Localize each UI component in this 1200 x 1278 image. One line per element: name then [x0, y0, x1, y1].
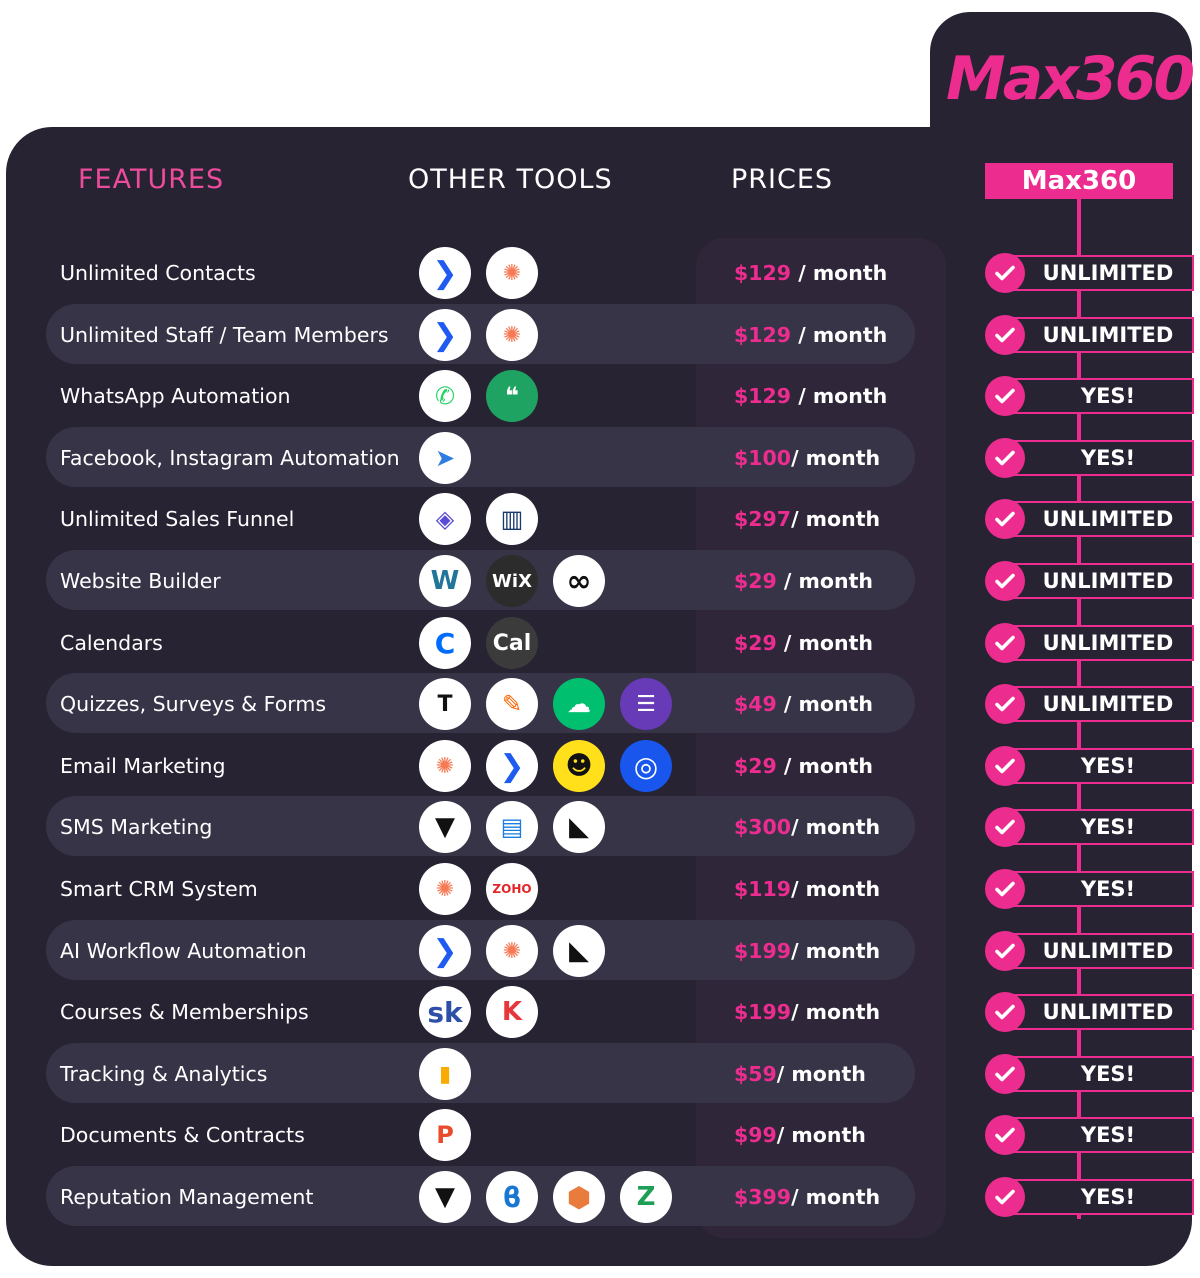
feature-label: Unlimited Sales Funnel [60, 507, 295, 531]
max360-value-badge: UNLIMITED [1002, 501, 1194, 537]
activecampaign-icon: ❯ [419, 925, 471, 977]
wordpress-icon: W [419, 555, 471, 607]
price-period: / month [776, 1123, 866, 1147]
feature-label: Tracking & Analytics [60, 1062, 268, 1086]
max360-value-badge: YES! [1002, 1056, 1194, 1092]
check-icon [985, 1115, 1025, 1155]
price-label [734, 1054, 866, 1094]
kajabi-icon: K [486, 986, 538, 1038]
birdeye-icon: ϐ [486, 1171, 538, 1223]
max360-logo: Max360 [946, 44, 1193, 114]
price-amount: $129 [734, 323, 792, 347]
price-period: / month [791, 1185, 881, 1209]
check-icon [985, 253, 1025, 293]
feature-label: WhatsApp Automation [60, 384, 291, 408]
surveymonkey-icon: ☁ [553, 678, 605, 730]
whatsapp-icon: ✆ [419, 370, 471, 422]
max360-value-badge: YES! [1002, 1117, 1194, 1153]
feature-label: Reputation Management [60, 1185, 314, 1209]
price-period: / month [791, 323, 888, 347]
price-period: / month [791, 877, 881, 901]
klaviyo-icon: ◣ [553, 925, 605, 977]
max360-value-badge: YES! [1002, 440, 1194, 476]
price-amount: $100 [734, 446, 792, 470]
price-amount: $300 [734, 815, 792, 839]
max360-value-badge: YES! [1002, 378, 1194, 414]
max360-value-badge: UNLIMITED [1002, 994, 1194, 1030]
price-period: / month [791, 446, 881, 470]
price-amount: $119 [734, 877, 792, 901]
feature-label: Website Builder [60, 569, 221, 593]
squarespace-icon: ∞ [553, 555, 605, 607]
price-amount: $29 [734, 631, 777, 655]
layers-icon: ◈ [419, 493, 471, 545]
check-icon [985, 623, 1025, 663]
max360-header: Max360 [985, 163, 1173, 199]
price-period: / month [776, 1062, 866, 1086]
hubspot-icon: ✺ [419, 740, 471, 792]
price-amount: $49 [734, 692, 777, 716]
pandadoc-icon: P [419, 1109, 471, 1161]
check-icon [985, 992, 1025, 1032]
hubspot-icon: ✺ [486, 247, 538, 299]
check-icon [985, 1177, 1025, 1217]
feature-label: SMS Marketing [60, 815, 213, 839]
max360-value-badge: UNLIMITED [1002, 317, 1194, 353]
feature-label: Facebook, Instagram Automation [60, 446, 400, 470]
price-period: / month [791, 261, 888, 285]
feature-label: Smart CRM System [60, 877, 258, 901]
max360-value-badge: YES! [1002, 871, 1194, 907]
check-icon [985, 561, 1025, 601]
cal-icon: Cal [486, 617, 538, 669]
max360-value-badge: YES! [1002, 809, 1194, 845]
price-period: / month [791, 384, 888, 408]
price-label [734, 499, 880, 539]
price-amount: $297 [734, 507, 792, 531]
feature-label: Documents & Contracts [60, 1123, 305, 1147]
manychat-icon: ➤ [419, 432, 471, 484]
typeform-icon: T [419, 678, 471, 730]
calendly-icon: C [419, 617, 471, 669]
price-amount: $129 [734, 261, 792, 285]
price-label [734, 807, 880, 847]
price-label [734, 931, 880, 971]
price-label [734, 1177, 880, 1217]
feature-label: Unlimited Contacts [60, 261, 256, 285]
features-header: FEATURES [78, 164, 225, 195]
podium-icon: ▼ [419, 1171, 471, 1223]
price-label [734, 561, 873, 601]
price-amount: $129 [734, 384, 792, 408]
price-amount: $29 [734, 754, 777, 778]
price-period: / month [776, 692, 873, 716]
hubspot-icon: ✺ [486, 925, 538, 977]
feature-label: Unlimited Staff / Team Members [60, 323, 389, 347]
price-label [734, 253, 887, 293]
check-icon [985, 499, 1025, 539]
check-icon [985, 746, 1025, 786]
jotform-icon: ✎ [486, 678, 538, 730]
check-icon [985, 869, 1025, 909]
price-amount: $59 [734, 1062, 777, 1086]
signal-icon: Z [620, 1171, 672, 1223]
activecampaign-icon: ❯ [419, 247, 471, 299]
price-period: / month [776, 569, 873, 593]
max360-value-badge: YES! [1002, 748, 1194, 784]
activecampaign-icon: ❯ [486, 740, 538, 792]
feature-label: Email Marketing [60, 754, 226, 778]
price-amount: $199 [734, 1000, 792, 1024]
price-amount: $99 [734, 1123, 777, 1147]
price-period: / month [791, 815, 881, 839]
google-forms-icon: ☰ [620, 678, 672, 730]
prices-header: PRICES [731, 164, 834, 195]
max360-value-badge: YES! [1002, 1179, 1194, 1215]
klaviyo-icon: ◣ [553, 801, 605, 853]
feature-label: Calendars [60, 631, 163, 655]
hubspot-icon: ✺ [486, 309, 538, 361]
max360-value-badge: UNLIMITED [1002, 686, 1194, 722]
skool-icon: sk [419, 986, 471, 1038]
zoho-icon: ZOHO [486, 863, 538, 915]
hangouts-icon: ❝ [486, 370, 538, 422]
price-label [734, 623, 873, 663]
feature-label: Courses & Memberships [60, 1000, 309, 1024]
check-icon [985, 684, 1025, 724]
hexagon-icon: ⬢ [553, 1171, 605, 1223]
price-period: / month [791, 1000, 881, 1024]
activecampaign-icon: ❯ [419, 309, 471, 361]
check-icon [985, 315, 1025, 355]
max360-value-badge: UNLIMITED [1002, 255, 1194, 291]
mailchimp-icon: ☻ [553, 740, 605, 792]
price-amount: $29 [734, 569, 777, 593]
max360-value-badge: UNLIMITED [1002, 625, 1194, 661]
feature-label: AI Workflow Automation [60, 939, 307, 963]
wix-icon: WiX [486, 555, 538, 607]
price-amount: $399 [734, 1185, 792, 1209]
price-label [734, 376, 887, 416]
price-amount: $199 [734, 939, 792, 963]
other-tools-header: OTHER TOOLS [408, 164, 613, 195]
clickfunnels-icon: ▥ [486, 493, 538, 545]
check-icon [985, 438, 1025, 478]
check-icon [985, 807, 1025, 847]
google-analytics-icon: ▮ [419, 1048, 471, 1100]
podium-icon: ▼ [419, 801, 471, 853]
price-label [734, 684, 873, 724]
price-label [734, 746, 873, 786]
check-icon [985, 931, 1025, 971]
price-label [734, 869, 880, 909]
feature-label: Quizzes, Surveys & Forms [60, 692, 326, 716]
price-period: / month [776, 754, 873, 778]
price-label [734, 438, 880, 478]
max360-value-badge: UNLIMITED [1002, 933, 1194, 969]
price-label [734, 1115, 866, 1155]
check-icon [985, 1054, 1025, 1094]
price-period: / month [791, 507, 881, 531]
constant-contact-icon: ◎ [620, 740, 672, 792]
max360-value-badge: UNLIMITED [1002, 563, 1194, 599]
price-label [734, 315, 887, 355]
price-period: / month [791, 939, 881, 963]
hubspot-icon: ✺ [419, 863, 471, 915]
price-period: / month [776, 631, 873, 655]
textmagic-icon: ▤ [486, 801, 538, 853]
price-label [734, 992, 880, 1032]
check-icon [985, 376, 1025, 416]
